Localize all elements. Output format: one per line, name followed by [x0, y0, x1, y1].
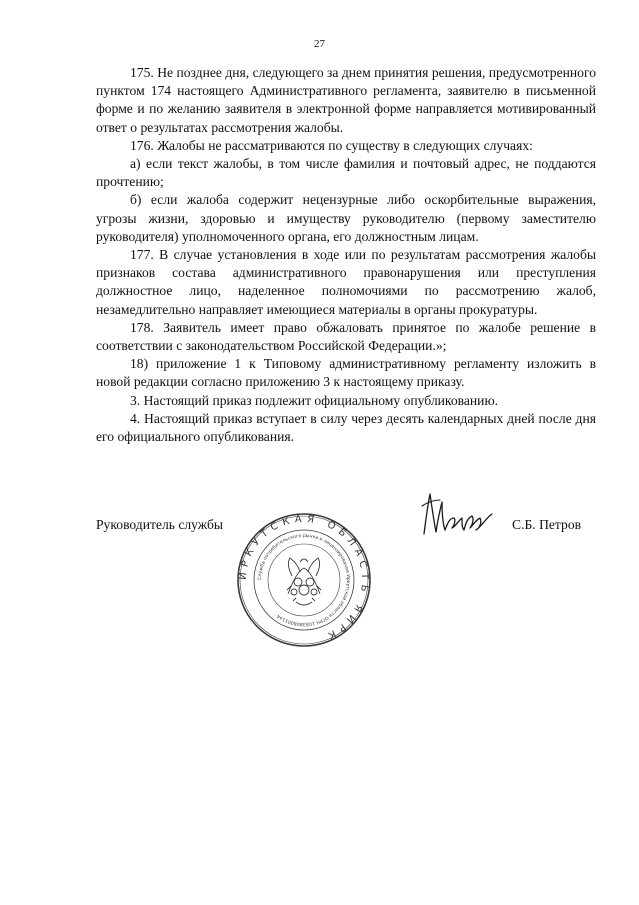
paragraph-176: 176. Жалобы не рассматриваются по существу в следующих случаях: [130, 137, 533, 153]
page-number: 27 [314, 38, 325, 50]
paragraph-175: 175. Не позднее дня, следующего за днем принятия решения, предусмотренного пунктом 174 настоящего Административного регламента, заявителю в письменной форме и по желанию заявителя в электронной форме направляется мотивированный ответ о результатах рассмотрения жалобы. [96, 65, 596, 135]
coat-of-arms-emblem [287, 558, 321, 605]
paragraph-3: 3. Настоящий приказ подлежит официальному опубликованию. [130, 392, 498, 408]
seal-outer-text: ИРКУТСКАЯ ОБЛАСТЬ ЯИРК [237, 513, 371, 643]
svg-text:Служба потребительского рынка [257, 534, 351, 627]
handwritten-signature [418, 488, 500, 540]
paragraph-176-a: а) если текст жалобы, в том числе фамилия и почтовый адрес, не поддаются прочтению; [96, 156, 596, 190]
paragraph-4: 4. Настоящий приказ вступает в силу через десять календарных дней после дня его официального опубликования. [96, 410, 596, 445]
seal-inner-text: Служба потребительского рынка и лицензирования Иркутской области ОГРН 1083808001144 [257, 533, 351, 627]
signer-name: С.Б. Петров [512, 517, 582, 532]
paragraph-176-b: б) если жалоба содержит нецензурные либо оскорбительные выражения, угрозы жизни, здоровью и имуществу руководителю (первому заместителю руководителя) уполномоченного органа, его должностным лицам. [96, 192, 596, 244]
paragraph-178: 178. Заявитель имеет право обжаловать принятое по жалобе решение в соответствии с законодательством Российской Федерации.»; [96, 319, 596, 354]
paragraph-177: 177. В случае установления в ходе или по результатам рассмотрения жалобы признаков состава административного правонарушения или преступления должностное лицо, наделенное полномочиями по рассмотрению жалоб, незамедлительно направляет имеющиеся материалы в органы прокуратуры. [96, 247, 596, 317]
signer-title: Руководитель службы [96, 517, 224, 532]
official-seal [236, 512, 372, 648]
paragraph-item-18: 18) приложение 1 к Типовому административному регламенту изложить в новой редакции согласно приложению 3 к настоящему приказу. [96, 356, 596, 390]
